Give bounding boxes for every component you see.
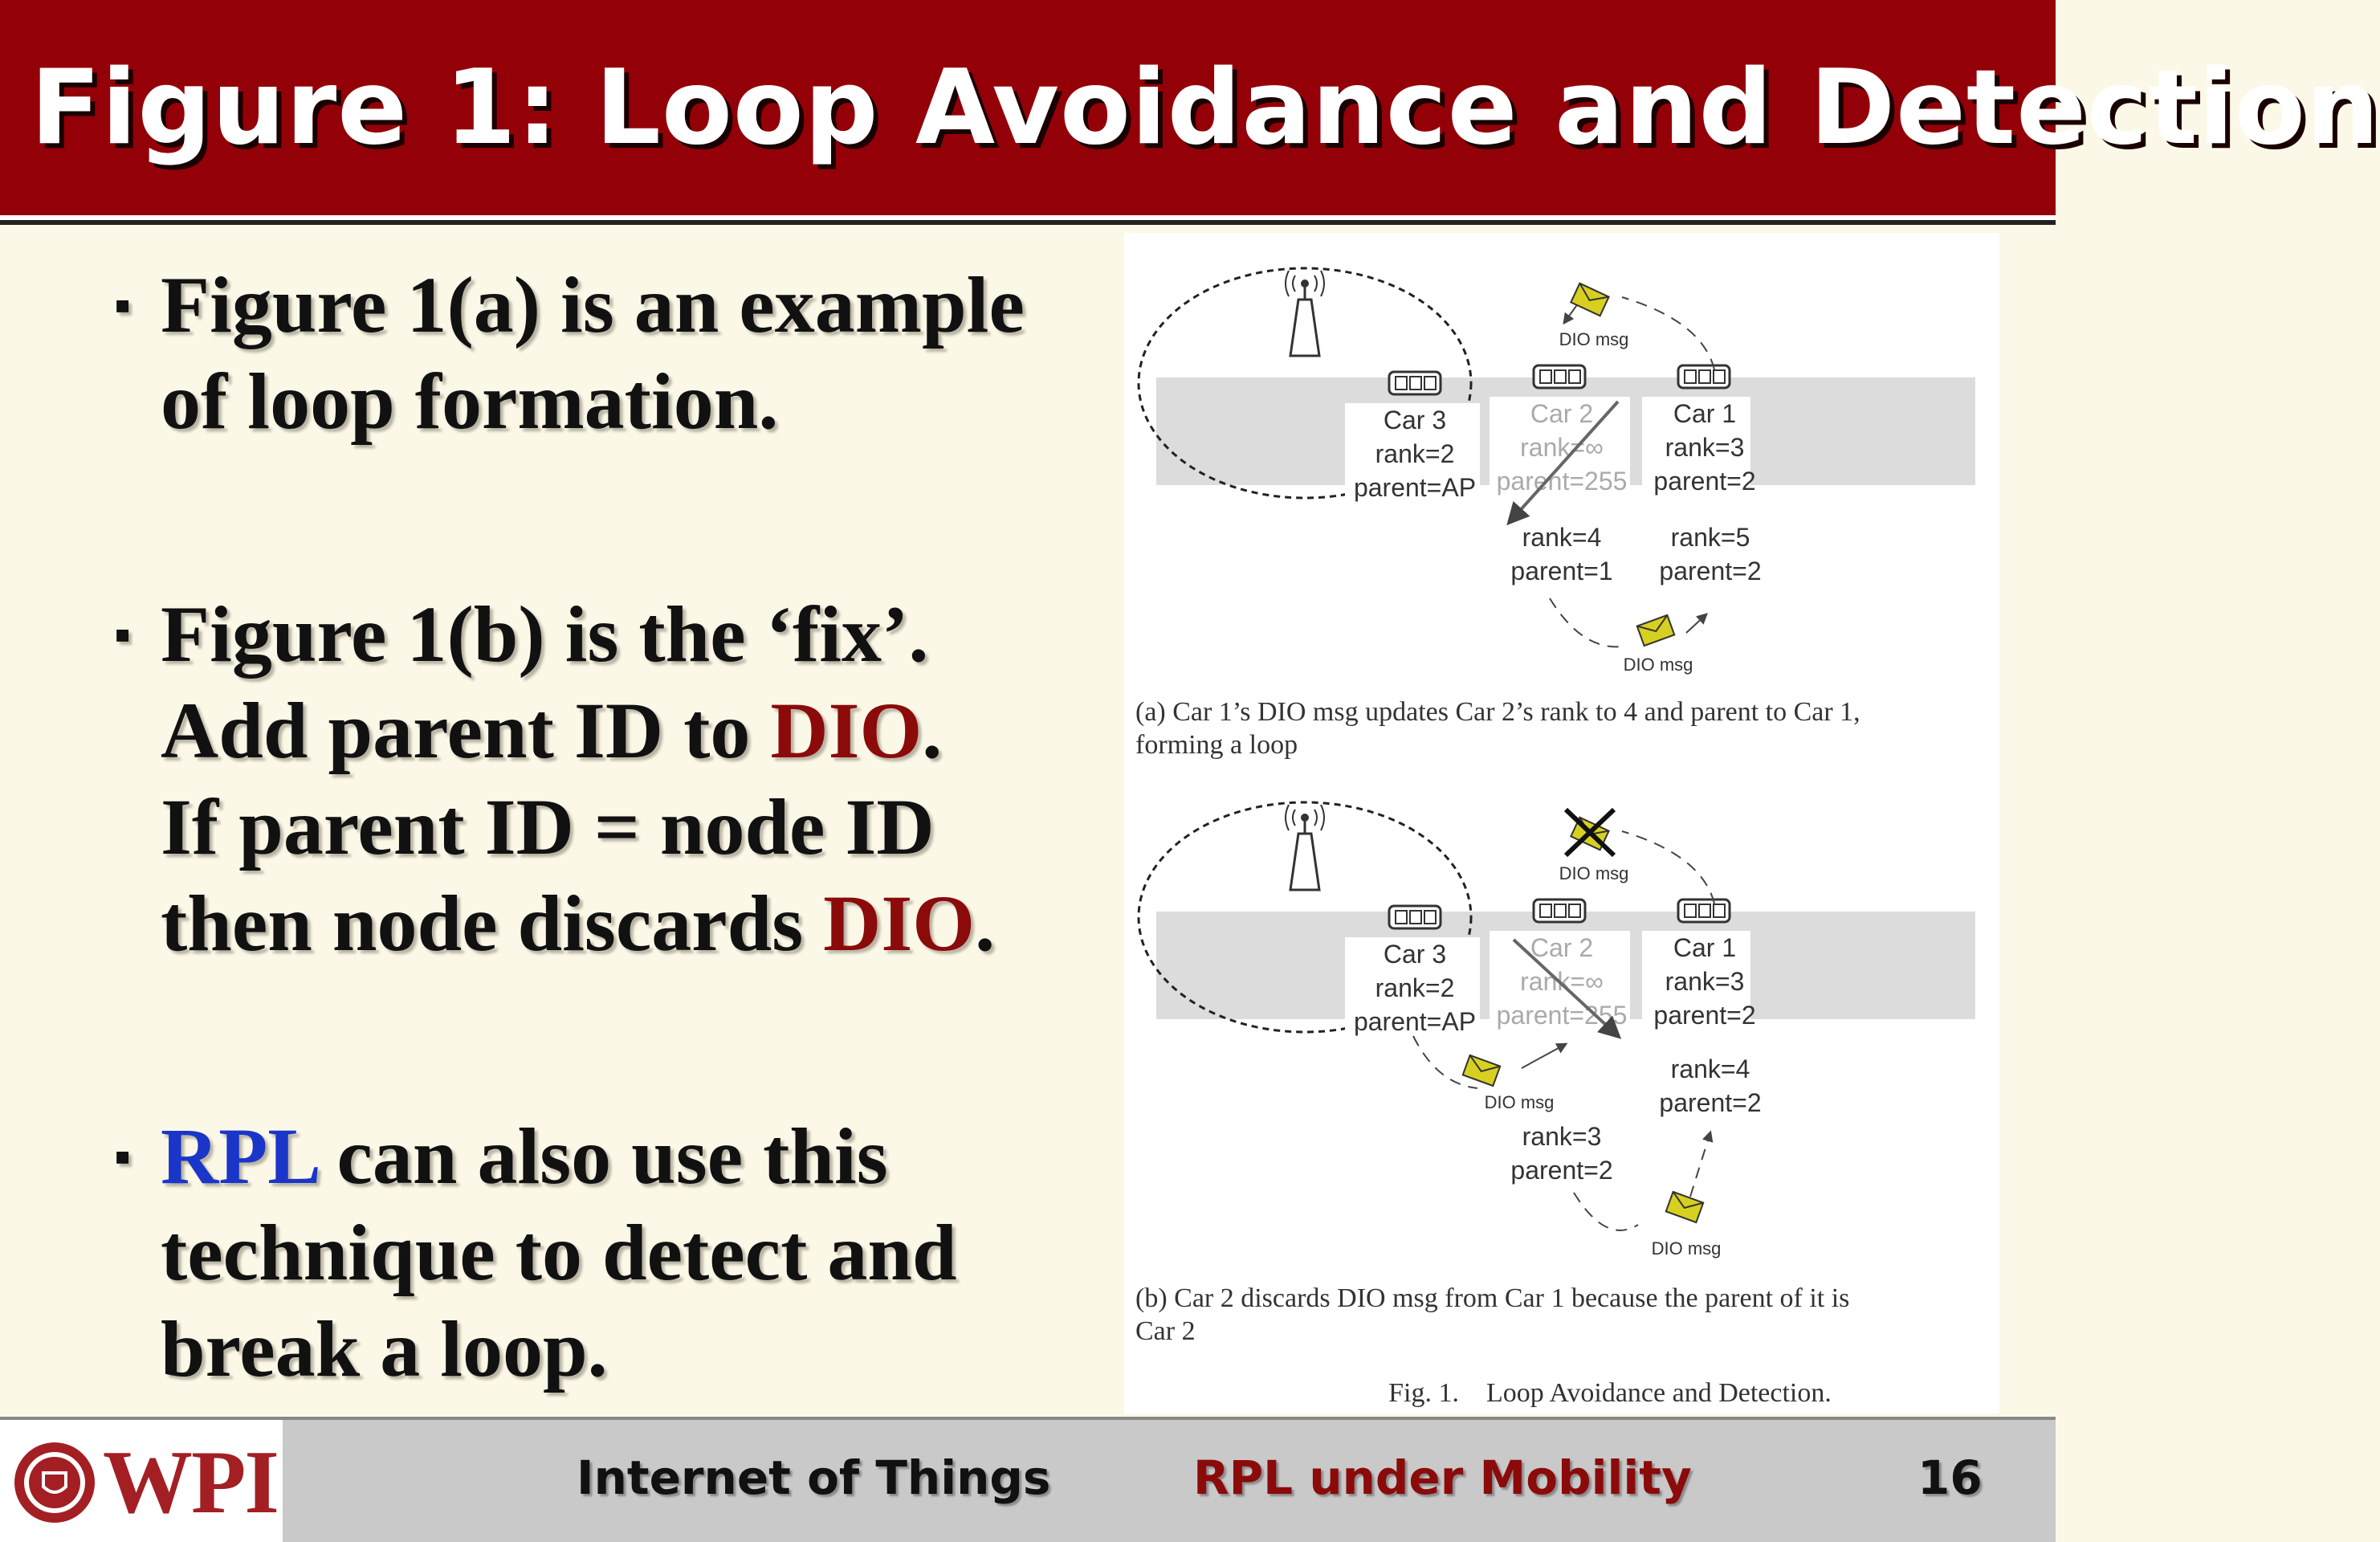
car-2-name: Car 2 xyxy=(1530,933,1594,962)
wpi-seal-icon xyxy=(13,1441,96,1524)
arrow xyxy=(1686,614,1706,633)
rank-label: rank=5 xyxy=(1670,523,1750,552)
antenna-icon xyxy=(1286,271,1324,356)
panel-a xyxy=(1135,268,1975,760)
car-icon xyxy=(1389,906,1441,928)
car-icon xyxy=(1534,365,1585,388)
dio-path xyxy=(1574,1193,1638,1230)
car-3-name: Car 3 xyxy=(1383,940,1447,969)
wpi-wordmark: WPI xyxy=(103,1433,278,1532)
bullet-1-text: Figure 1(a) is an example of loop formation. xyxy=(161,260,1025,446)
bullet-2-line-4: then node discards xyxy=(161,879,824,968)
car-3-rank: rank=2 xyxy=(1375,973,1455,1002)
slide-content xyxy=(0,225,2056,1420)
dio-label: DIO msg xyxy=(1559,863,1629,883)
car-1-name: Car 1 xyxy=(1673,399,1737,428)
envelope-icon xyxy=(1666,1192,1703,1222)
bullet-item-2 xyxy=(104,586,1092,972)
rank-label: rank=4 xyxy=(1522,523,1602,552)
page-number: 16 xyxy=(1917,1450,1983,1505)
dio-label: DIO msg xyxy=(1484,1092,1555,1112)
figure-caption: Fig. 1. Loop Avoidance and Detection. xyxy=(1388,1378,1832,1408)
bullet-3-text: can also use this technique to detect and break a loop. xyxy=(161,1112,957,1393)
car-3-rank: rank=2 xyxy=(1375,439,1455,468)
car-3-name: Car 3 xyxy=(1383,406,1447,434)
rpl-keyword: RPL xyxy=(161,1112,317,1201)
bullet-list xyxy=(104,257,1092,1397)
bullet-2-period: . xyxy=(922,686,943,775)
dio-path xyxy=(1622,297,1714,369)
dio-keyword: DIO xyxy=(823,879,976,968)
car-1-name: Car 1 xyxy=(1673,933,1737,962)
footer-course-title: Internet of Things xyxy=(577,1450,1051,1505)
caption-a-line-2: forming a loop xyxy=(1135,730,1298,760)
car-2-name: Car 2 xyxy=(1530,399,1594,428)
rank-label: rank=4 xyxy=(1670,1055,1750,1083)
parent-label: parent=2 xyxy=(1659,557,1762,585)
car-2-parent: parent=255 xyxy=(1496,1001,1628,1030)
bullet-marker: ▪ xyxy=(114,608,132,661)
dio-path xyxy=(1550,598,1622,647)
bullet-2-line-3: If parent ID = node ID xyxy=(161,782,935,871)
car-3-parent: parent=AP xyxy=(1353,473,1477,502)
loop-diagram xyxy=(1124,233,1999,1414)
bullet-2-period: . xyxy=(975,879,996,968)
panel-b xyxy=(1135,802,1975,1346)
dio-label: DIO msg xyxy=(1651,1238,1722,1258)
bullet-marker: ▪ xyxy=(114,279,132,332)
car-icon xyxy=(1534,900,1585,922)
bullet-item-1 xyxy=(104,257,1092,450)
car-1-parent: parent=2 xyxy=(1653,1001,1756,1030)
envelope-icon xyxy=(1571,284,1608,316)
figure-panel xyxy=(1124,233,1999,1414)
bullet-marker: ▪ xyxy=(114,1130,132,1183)
parent-label: parent=1 xyxy=(1510,557,1613,585)
caption-a-line-1: (a) Car 1’s DIO msg updates Car 2’s rank to 4 and parent to Car 1, xyxy=(1135,697,1860,727)
car-icon xyxy=(1678,365,1730,388)
car-icon xyxy=(1678,900,1730,922)
arrow xyxy=(1522,1044,1566,1068)
footer-topic: RPL under Mobility xyxy=(1193,1450,1692,1505)
bullet-2-line-2: Add parent ID to xyxy=(161,686,771,775)
parent-label: parent=2 xyxy=(1510,1156,1613,1185)
slide-title: Figure 1: Loop Avoidance and Detection xyxy=(31,48,2380,168)
caption-b-line-1: (b) Car 2 discards DIO msg from Car 1 because the parent of it is xyxy=(1135,1283,1850,1313)
title-bar xyxy=(0,0,2380,215)
dio-label: DIO msg xyxy=(1623,655,1693,675)
car-3-parent: parent=AP xyxy=(1353,1007,1477,1036)
dio-path xyxy=(1622,831,1714,904)
footer xyxy=(0,1420,2056,1542)
rank-label: rank=3 xyxy=(1522,1122,1602,1151)
wpi-logo xyxy=(0,1420,283,1542)
envelope-icon xyxy=(1637,615,1674,646)
car-1-rank: rank=3 xyxy=(1665,433,1745,462)
dio-path xyxy=(1690,1132,1710,1197)
bullet-2-line-1: Figure 1(b) is the ‘fix’. xyxy=(161,589,929,679)
caption-b-line-2: Car 2 xyxy=(1135,1316,1196,1346)
car-2-rank: rank=∞ xyxy=(1520,433,1604,462)
antenna-icon xyxy=(1286,805,1324,890)
car-2-rank: rank=∞ xyxy=(1520,967,1604,996)
car-2-parent: parent=255 xyxy=(1496,467,1628,496)
car-1-rank: rank=3 xyxy=(1665,967,1745,996)
car-1-parent: parent=2 xyxy=(1653,467,1756,496)
envelope-icon xyxy=(1463,1055,1500,1086)
dio-keyword: DIO xyxy=(770,686,923,775)
bullet-item-3 xyxy=(104,1108,1092,1397)
parent-label: parent=2 xyxy=(1659,1088,1762,1117)
dio-label: DIO msg xyxy=(1559,329,1629,349)
car-icon xyxy=(1389,372,1441,394)
